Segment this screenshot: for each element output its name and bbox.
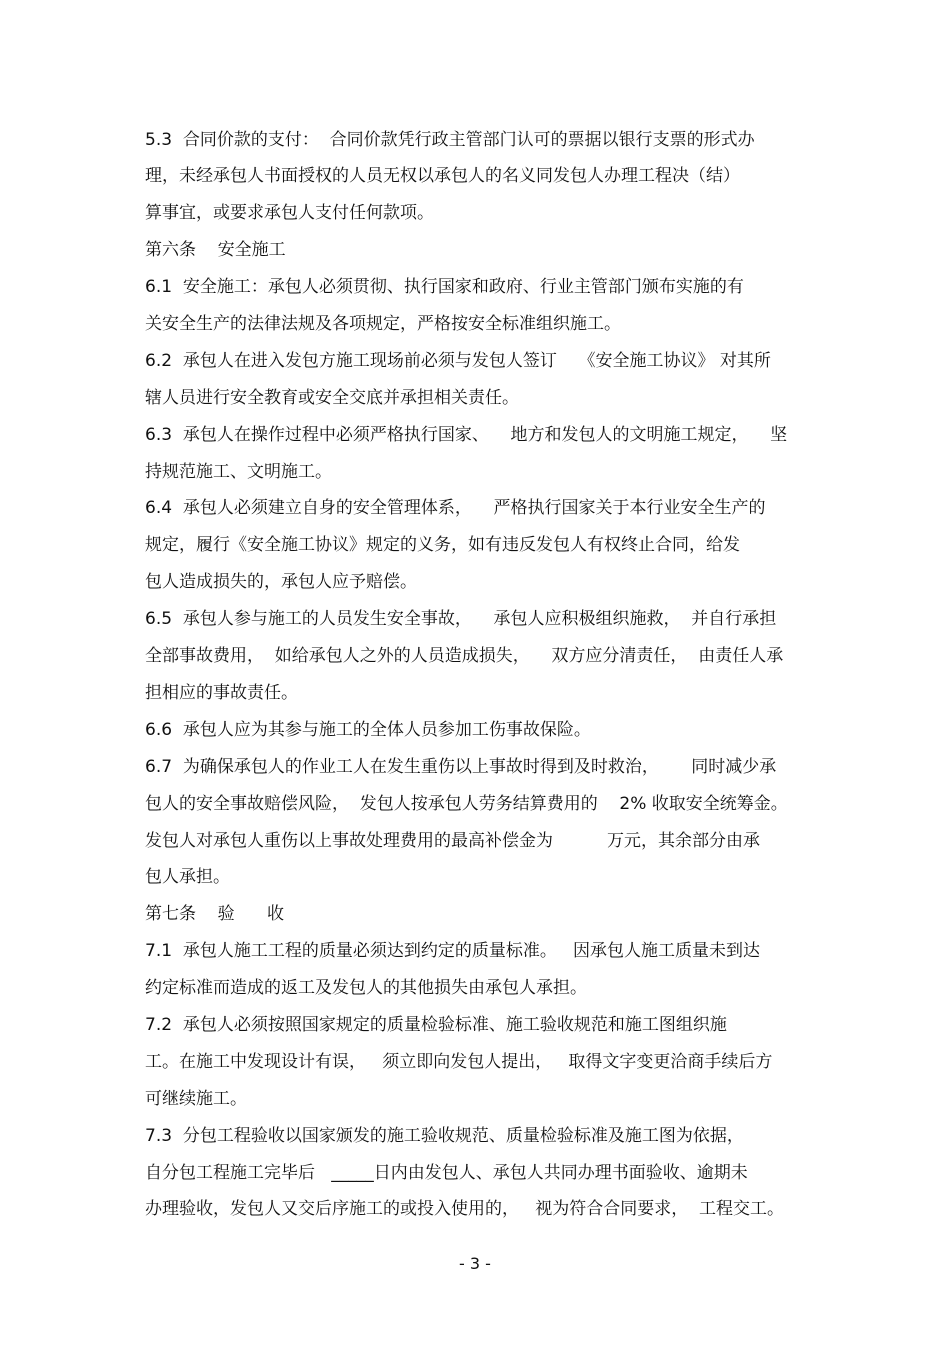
text-line: 约定标准而造成的返工及发包人的其他损失由承包人承担。 bbox=[145, 978, 587, 998]
page-number: - 3 - bbox=[459, 1254, 491, 1273]
text-line: 发包人对承包人重伤以上事故处理费用的最高补偿金为 万元，其余部分由承 bbox=[145, 831, 761, 851]
text-line: 包人的安全事故赔偿风险， 发包人按承包人劳务结算费用的 2% 收取安全统筹金。 bbox=[145, 794, 788, 814]
text-line: 包人造成损失的，承包人应予赔偿。 bbox=[145, 572, 417, 592]
text-line: 关安全生产的法律法规及各项规定，严格按安全标准组织施工。 bbox=[145, 314, 621, 334]
text-line: 6.2 承包人在进入发包方施工现场前必须与发包人签订 《安全施工协议》 对其所 bbox=[145, 351, 771, 371]
text-line: 7.2 承包人必须按照国家规定的质量检验标准、施工验收规范和施工图组织施 bbox=[145, 1015, 727, 1035]
text-line: 工。在施工中发现设计有误， 须立即向发包人提出， 取得文字变更洽商手续后方 bbox=[145, 1052, 773, 1072]
text-line: 7.1 承包人施工工程的质量必须达到约定的质量标准。 因承包人施工质量未到达 bbox=[145, 941, 761, 961]
text-line: 6.3 承包人在操作过程中必须严格执行国家、 地方和发包人的文明施工规定， 坚 bbox=[145, 425, 788, 445]
text-line: 6.6 承包人应为其参与施工的全体人员参加工伤事故保险。 bbox=[145, 720, 591, 740]
text-line: 可继续施工。 bbox=[145, 1089, 247, 1109]
text-line: 包人承担。 bbox=[145, 867, 230, 887]
text-line: 持规范施工、文明施工。 bbox=[145, 462, 332, 482]
text-line: 7.3 分包工程验收以国家颁发的施工验收规范、质量检验标准及施工图为依据， bbox=[145, 1126, 744, 1146]
text-line: 办理验收，发包人又交后序施工的或投入使用的， 视为符合合同要求， 工程交工。 bbox=[145, 1199, 785, 1219]
text-line: 6.7 为确保承包人的作业工人在发生重伤以上事故时得到及时救治， 同时减少承 bbox=[145, 757, 777, 777]
text-line: 理，未经承包人书面授权的人员无权以承包人的名义同发包人办理工程决（结） bbox=[145, 166, 740, 186]
text-line: 规定，履行《安全施工协议》规定的义务，如有违反发包人有权终止合同，给发 bbox=[145, 535, 740, 555]
text-line: 5.3 合同价款的支付： 合同价款凭行政主管部门认可的票据以银行支票的形式办 bbox=[145, 130, 755, 150]
text-line: 6.1 安全施工：承包人必须贯彻、执行国家和政府、行业主管部门颁布实施的有 bbox=[145, 277, 744, 297]
text-line: 算事宜，或要求承包人支付任何款项。 bbox=[145, 203, 434, 223]
section-heading: 第六条 安全施工 bbox=[145, 240, 286, 260]
text-line: 6.5 承包人参与施工的人员发生安全事故， 承包人应积极组织施救， 并自行承担 bbox=[145, 609, 777, 629]
text-line: 担相应的事故责任。 bbox=[145, 683, 298, 703]
text-line: 辖人员进行安全教育或安全交底并承担相关责任。 bbox=[145, 388, 519, 408]
text-line: 全部事故费用， 如给承包人之外的人员造成损失， 双方应分清责任， 由责任人承 bbox=[145, 646, 784, 666]
section-heading: 第七条 验 收 bbox=[145, 904, 285, 924]
text-line: 自分包工程施工完毕后 _____日内由发包人、承包人共同办理书面验收、逾期未 bbox=[145, 1163, 748, 1183]
text-line: 6.4 承包人必须建立自身的安全管理体系， 严格执行国家关于本行业安全生产的 bbox=[145, 498, 766, 518]
